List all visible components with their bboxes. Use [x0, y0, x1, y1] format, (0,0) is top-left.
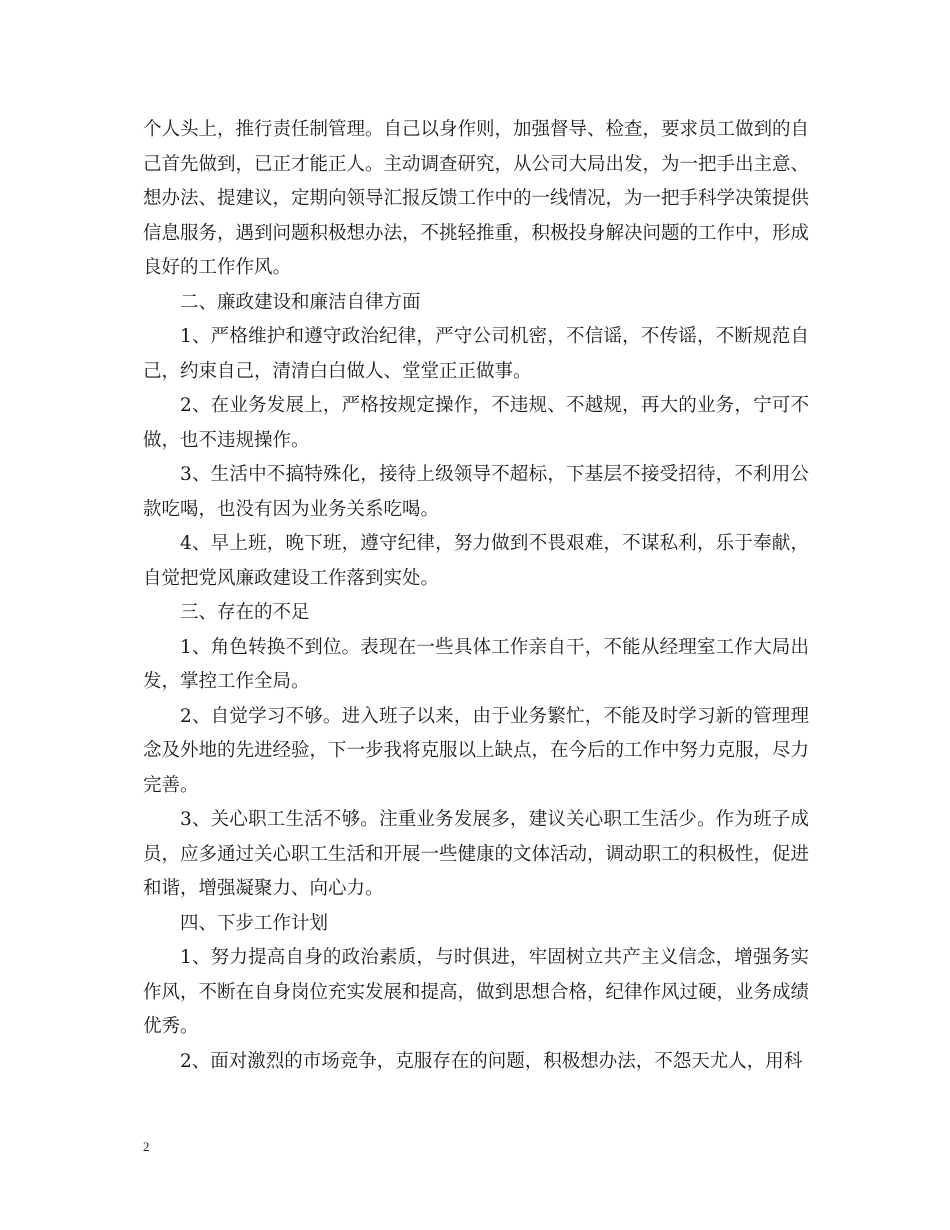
paragraph-12: 1、努力提高自身的政治素质，与时俱进，牢固树立共产主义信念，增强务实作风，不断在自身岗位充实发展和提高，做到思想合格，纪律作风过硬，业务成绩优秀。	[143, 947, 810, 1037]
paragraph-13: 2、面对激烈的市场竞争，克服存在的问题，积极想办法，不怨天尤人，用科	[180, 1050, 803, 1072]
page-number: 2	[143, 1139, 150, 1154]
paragraph-8: 1、角色转换不到位。表现在一些具体工作亲自干，不能从经理室工作大局出发，掌控工作全局。	[143, 636, 809, 692]
paragraph-9: 2、自觉学习不够。进入班子以来，由于业务繁忙，不能及时学习新的管理理念及外地的先进经验，下一步我将克服以上缺点，在今后的工作中努力克服，尽力完善。	[143, 705, 810, 796]
document-body	[143, 113, 809, 1079]
section-heading-2: 二、廉政建设和廉洁自律方面	[180, 291, 421, 313]
paragraph-3: 1、严格维护和遵守政治纪律，严守公司机密，不信谣，不传谣，不断规范自己，约束自己，清清白白做人、堂堂正正做事。	[143, 326, 809, 382]
paragraph-10: 3、关心职工生活不够。注重业务发展多，建议关心职工生活少。作为班子成员，应多通过关心职工生活和开展一些健康的文体活动，调动职工的积极性，促进和谐，增强凝聚力、向心力。	[143, 809, 810, 899]
paragraph-4: 2、在业务发展上，严格按规定操作，不违规、不越规，再大的业务，宁可不做，也不违规操作。	[143, 395, 809, 451]
section-heading-3: 三、存在的不足	[180, 602, 310, 623]
paragraph-1: 个人头上，推行责任制管理。自己以身作则，加强督导、检查，要求员工做到的自己首先做到，已正才能正人。主动调查研究，从公司大局出发，为一把手出主意、想办法、提建议，定期向领导汇报反馈工作中的一线情况，为一把手科学决策提供信息服务，遇到问题积极想办法，不挑轻推重，积极投身解决问题的工作中，形成良好的工作作风。	[143, 119, 810, 278]
paragraph-6: 4、早上班，晚下班，遵守纪律，努力做到不畏艰难，不谋私利，乐于奉献，自觉把党风廉政建设工作落到实处。	[143, 533, 809, 589]
paragraph-5: 3、生活中不搞特殊化，接待上级领导不超标，下基层不接受招待，不利用公款吃喝，也没有因为业务关系吃喝。	[143, 464, 809, 520]
section-heading-4: 四、下步工作计划	[180, 912, 329, 934]
